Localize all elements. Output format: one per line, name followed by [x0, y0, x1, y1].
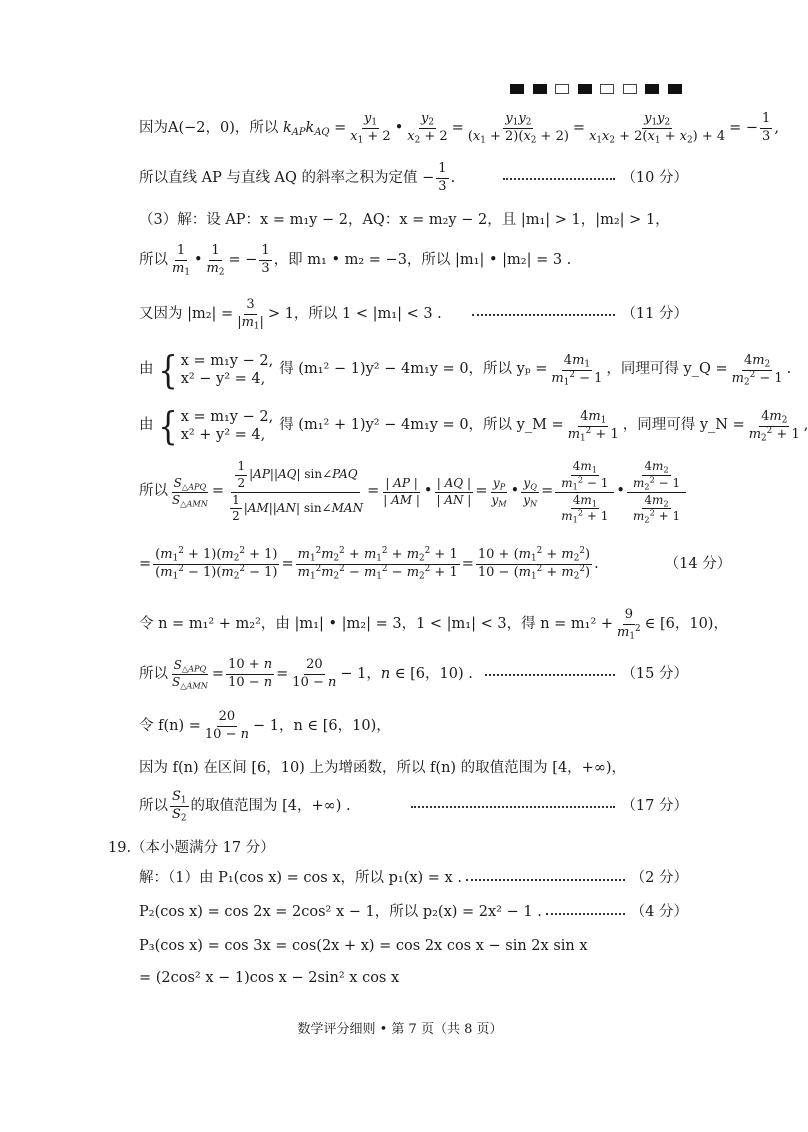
text: ，同理可得 y_N = — [622, 417, 745, 434]
text: > 1，所以 1 < |m₁| < 3 . — [267, 305, 442, 322]
header-mark-filled — [533, 84, 547, 94]
text: 的取值范围为 [4，+∞) . — [190, 797, 351, 814]
header-mark-filled — [668, 84, 682, 94]
line-9: = $\frac{(m_1^2 + 1)(m_2^2 + 1)}{(m_1^2 - 1)(m_2^2 - 1)}$ = $\frac{m_1^2m_2^2 + m_1^2 + m_2^2 + 1}{m_1^2m_2^2 - m_1^2 - m_2^2 + 1}$ = $\frac{10 + (m_1^2 + m_2^2)}{10 - (m_1^2 + m_2^2)}$ . （14 分） — [139, 546, 732, 582]
line-13 — [0, 760, 800, 777]
text: 由 — [139, 417, 154, 434]
header-mark-empty — [555, 84, 569, 94]
text: 得 (m₁² − 1)y² − 4m₁y = 0，所以 yₚ = — [279, 361, 548, 378]
text: 得 (m₁² + 1)y² − 4m₁y = 0，所以 y_M = — [279, 417, 564, 434]
text: P₃(cos x) = cos 3x = cos(2x + x) = cos 2x cos x − sin 2x sin x — [139, 938, 588, 954]
text: ，即 m₁ • m₂ = −3，所以 |m₁| • |m₂| = 3 . — [273, 251, 572, 268]
text: 令 n = m₁² + m₂²，由 |m₁| • |m₂| = 3，1 < |m₁| < 3，得 n = m₁² + — [139, 615, 614, 632]
text: 令 f(n) = — [139, 717, 201, 734]
text: = (2cos² x − 1)cos x − 2sin² x cos x — [139, 970, 400, 986]
text: ，所以 — [234, 119, 279, 136]
line-8: 所以 $S_{\triangle APQ}$ $S_{\triangle AMN}$ = 1 2 | AP || AQ | sin∠ PAQ 1 2 | AM || AN | sin∠ MAN = $\frac{| AP |}{| AM |}$ • $\frac{| AQ |}{| AN |}$ = $\frac{y_P}{y_M}$ • $\frac{y_Q}{y_N}$ = $\frac{\frac{4m_1}{m_1^2 - 1}}{\frac{4m_1}{m_1^2 + 1}}$ • $\frac{4m_2}{m_2^2 - 1}$ $\frac{4m_2}{m_2^2 + 1}$ — [0, 460, 800, 524]
text: 因为 — [139, 119, 168, 136]
header-mark-filled — [645, 84, 659, 94]
text: ∈ [6，10)， — [644, 615, 728, 632]
text: = − — [729, 119, 759, 136]
score: （11 分） — [621, 305, 688, 322]
text: P₂(cos x) = cos 2x = 2cos² x − 1，所以 p₂(x) = 2x² − 1 . — [139, 904, 542, 920]
line-10: 令 n = m₁² + m₂²，由 |m₁| • |m₂| = 3，1 < |m₁| < 3，得 n = m₁² + $\frac{9}{m_1^2}$ ∈ [6，10)， — [139, 607, 728, 642]
text: 所以直线 AP 与直线 AQ 的斜率之积为定值 − — [139, 169, 435, 186]
text: 所以 — [139, 251, 168, 268]
score: （4 分） — [630, 904, 688, 920]
text: ，同理可得 y_Q = — [606, 361, 728, 378]
equation-system: { x = m₁y − 2, x² + y² = 4, — [157, 404, 274, 449]
header-mark-empty — [623, 84, 637, 94]
page-footer: 数学评分细则 • 第 7 页（共 8 页） — [297, 1022, 503, 1037]
line-18 — [0, 938, 800, 955]
question-19-title — [0, 840, 800, 857]
line-17 — [0, 904, 800, 921]
text: （3）解：设 AP：x = m₁y − 2，AQ：x = m₂y − 2，且 |m₁| > 1，|m₂| > 1， — [139, 212, 670, 228]
line-2: 所以直线 AP 与直线 AQ 的斜率之积为定值 − $\frac{1}{3}$ . （10 分） — [139, 161, 688, 194]
line-4: 所以 1 $m_1$ • $\frac{1}{m_2}$ = − $\frac{1}{3}$ ，即 m₁ • m₂ = −3，所以 |m₁| • |m₂| = 3 . — [139, 243, 572, 278]
line-16 — [0, 870, 800, 887]
text: 因为 f(n) 在区间 [6，10) 上为增函数，所以 f(n) 的取值范围为 [4，+∞)， — [139, 760, 627, 776]
header-mark-empty — [600, 84, 614, 94]
text: 由 — [139, 361, 154, 378]
line-19 — [0, 970, 800, 987]
score: （14 分） — [664, 555, 732, 572]
header-mark-filled — [510, 84, 524, 94]
line-11: 所以 $S_{\triangle APQ}$ $S_{\triangle AMN}$ = $\frac{10 + n}{10 - n}$ = $\frac{20}{10 - n}$ − 1，n ∈ [6，10) . （15 分） — [139, 657, 688, 691]
line-5: 又因为 |m₂| = $\frac{3}{|m_1|}$ > 1，所以 1 < |m₁| < 3 . （11 分） — [139, 297, 688, 332]
point-a: A(−2，0) — [168, 119, 235, 136]
score: （17 分） — [621, 797, 688, 814]
header-mark-filled — [578, 84, 592, 94]
score: （15 分） — [621, 665, 688, 682]
text: 解：（1）由 P₁(cos x) = cos x，所以 p₁(x) = x . — [139, 870, 462, 886]
text: 又因为 |m₂| = — [139, 305, 234, 322]
line-12: 令 f(n) = $\frac{20}{10 - n}$ − 1，n ∈ [6，10)， — [139, 709, 391, 742]
line-1: 因为 A(−2，0) ，所以 $k_{AP}k_{AQ}$ = $\frac{y_1}{x_1 + 2}$ • $\frac{y_2}{x_2 + 2}$ = $\frac{y_1y_2}{(x_1 + 2)(x_2 + 2)}$ = $\frac{y_1y_2}{x_1x_2 + 2(x_1 + x_2) + 4}$ = − $\frac{1}{3}$ , — [139, 111, 779, 146]
score: （10 分） — [621, 169, 688, 186]
line-6: 由 { x = m₁y − 2, x² − y² = 4, 得 (m₁² − 1)y² − 4m₁y = 0，所以 yₚ = $\frac{4m_1}{m_1^2 - 1}$ ，同理可得 y_Q = $\frac{4m_2}{m_2^2 - 1}$ . — [139, 348, 792, 393]
text: 所以 — [139, 483, 168, 500]
equation-system: { x = m₁y − 2, x² − y² = 4, — [157, 348, 274, 393]
score: （2 分） — [630, 870, 688, 886]
line-7: 由 { x = m₁y − 2, x² + y² = 4, 得 (m₁² + 1)y² − 4m₁y = 0，所以 y_M = $\frac{4m_1}{m_1^2 + 1}$ ，同理可得 y_N = $\frac{4m_2}{m_2^2 + 1}$ , — [139, 404, 808, 449]
text: 所以 — [139, 665, 168, 682]
text: 19.（本小题满分 17 分） — [108, 840, 275, 856]
text: − 1，n ∈ [6，10)， — [252, 717, 391, 734]
line-3 — [0, 212, 800, 229]
line-14: 所以 $S_1$ $S_2$ 的取值范围为 [4，+∞) . （17 分） — [139, 789, 688, 824]
text: 所以 — [139, 797, 168, 814]
